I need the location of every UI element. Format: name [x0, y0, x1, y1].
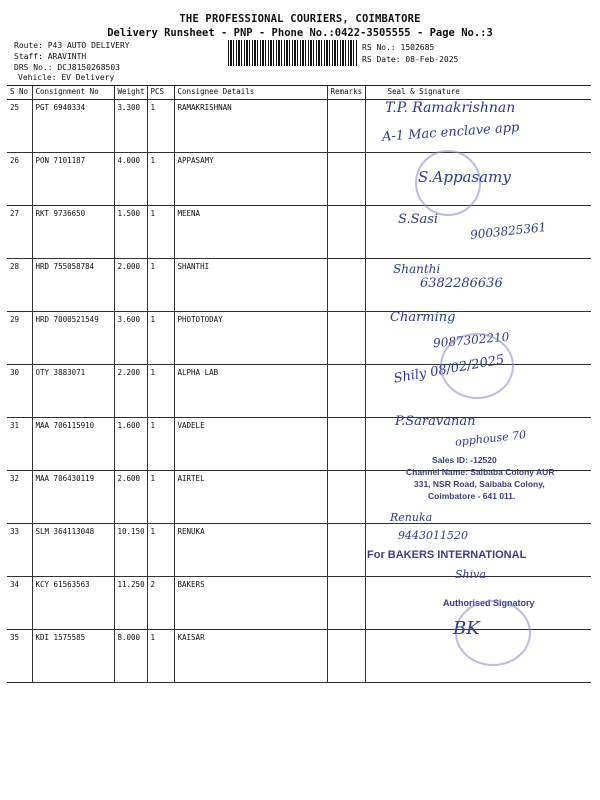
signature-28-name: Shanthi: [393, 262, 441, 276]
authorised-signatory-stamp: Authorised Signatory: [443, 598, 535, 608]
col-weight: Weight: [114, 86, 147, 100]
row-consignee: KAISAR: [174, 630, 327, 683]
row-consignee: APPASAMY: [174, 153, 327, 206]
signature-26: S.Appasamy: [418, 168, 511, 186]
row-remarks: [327, 418, 365, 471]
signature-35: BK: [453, 618, 480, 639]
signature-28-phone: 6382286636: [420, 276, 503, 291]
col-consignment: Consignment No: [32, 86, 114, 100]
row-weight: 4.000: [114, 153, 147, 206]
row-sno: 32: [7, 471, 32, 524]
row-sno: 25: [7, 100, 32, 153]
signature-31-name: P.Saravanan: [395, 414, 476, 429]
row-sno: 26: [7, 153, 32, 206]
row-pcs: 1: [147, 206, 174, 259]
airtel-stamp-city: Coimbatore - 641 011.: [428, 491, 516, 501]
row-consignee: PHOTOTODAY: [174, 312, 327, 365]
row-sno: 27: [7, 206, 32, 259]
row-pcs: 1: [147, 365, 174, 418]
drs-number: DRS No.: DCJ8150268503: [14, 63, 120, 72]
row-pcs: 1: [147, 471, 174, 524]
row-consignment: KDI 1575585: [32, 630, 114, 683]
col-remarks: Remarks: [327, 86, 365, 100]
row-sno: 33: [7, 524, 32, 577]
col-sno: S No: [7, 86, 32, 100]
row-sno: 29: [7, 312, 32, 365]
row-consignment: HRD 755058784: [32, 259, 114, 312]
row-remarks: [327, 100, 365, 153]
vehicle-info: Vehicle: EV Delivery: [18, 73, 115, 82]
signature-31-note: opphouse 70: [454, 428, 527, 449]
bakers-stamp: For BAKERS INTERNATIONAL: [367, 549, 527, 561]
row-consignment: KCY 61563563: [32, 577, 114, 630]
staff-info: Staff: ARAVINTH: [14, 52, 87, 61]
col-consignee: Consignee Details: [174, 86, 327, 100]
row-remarks: [327, 312, 365, 365]
row-pcs: 1: [147, 524, 174, 577]
row-weight: 3.600: [114, 312, 147, 365]
runsheet-title: THE PROFESSIONAL COURIERS, COIMBATORE: [179, 13, 421, 25]
row-pcs: 1: [147, 312, 174, 365]
row-consignee: BAKERS: [174, 577, 327, 630]
row-weight: 11.250: [114, 577, 147, 630]
row-weight: 10.150: [114, 524, 147, 577]
row-weight: 2.600: [114, 471, 147, 524]
row-sno: 28: [7, 259, 32, 312]
row-pcs: 2: [147, 577, 174, 630]
signature-33-name: Renuka: [390, 511, 433, 524]
row-weight: 3.300: [114, 100, 147, 153]
row-pcs: 1: [147, 259, 174, 312]
row-remarks: [327, 524, 365, 577]
row-sno: 30: [7, 365, 32, 418]
row-weight: 2.200: [114, 365, 147, 418]
row-consignment: MAA 706115910: [32, 418, 114, 471]
row-sno: 34: [7, 577, 32, 630]
airtel-stamp-sales-id: Sales ID: -12520: [432, 455, 497, 465]
row-remarks: [327, 259, 365, 312]
signature-29-name: Charming: [390, 310, 456, 325]
table-row: [7, 418, 591, 471]
signature-33-phone: 9443011520: [398, 529, 468, 542]
signature-29-phone: 9087302210: [432, 329, 510, 351]
row-remarks: [327, 630, 365, 683]
row-consignment: RKT 9736650: [32, 206, 114, 259]
signature-34: Shiva: [455, 568, 486, 581]
row-consignee: MEENA: [174, 206, 327, 259]
col-signature: Seal & Signature: [365, 86, 591, 100]
row-weight: 1.500: [114, 206, 147, 259]
row-consignee: ALPHA LAB: [174, 365, 327, 418]
route-info: Route: P43 AUTO DELIVERY: [14, 41, 130, 50]
table-row: [7, 259, 591, 312]
row-remarks: [327, 365, 365, 418]
row-remarks: [327, 153, 365, 206]
table-header-row: [7, 86, 591, 100]
row-consignment: PGT 6940334: [32, 100, 114, 153]
signature-27-phone: 9003825361: [469, 220, 547, 242]
row-consignment: SLM 364113048: [32, 524, 114, 577]
row-pcs: 1: [147, 153, 174, 206]
barcode: [228, 40, 358, 66]
runsheet-subtitle: Delivery Runsheet - PNP - Phone No.:0422-3505555 - Page No.:3: [107, 27, 493, 39]
row-consignment: HRD 7000521549: [32, 312, 114, 365]
row-remarks: [327, 471, 365, 524]
row-weight: 8.000: [114, 630, 147, 683]
row-consignment: MAA 706430119: [32, 471, 114, 524]
row-remarks: [327, 206, 365, 259]
row-consignee: RAMAKRISHNAN: [174, 100, 327, 153]
row-weight: 2.000: [114, 259, 147, 312]
signature-27-name: S.Sasi: [398, 212, 439, 227]
col-pcs: PCS: [147, 86, 174, 100]
row-pcs: 1: [147, 100, 174, 153]
row-consignment: OTY 3883071: [32, 365, 114, 418]
signature-25-name: T.P. Ramakrishnan: [385, 100, 516, 116]
row-consignee: SHANTHI: [174, 259, 327, 312]
rs-date: RS Date: 08-Feb-2025: [362, 55, 459, 64]
row-consignment: PON 7101187: [32, 153, 114, 206]
rs-number: RS No.: 1502685: [362, 43, 435, 52]
airtel-stamp-channel: Channel Name: Saibaba Colony AUR: [406, 467, 555, 477]
row-consignee: VADELE: [174, 418, 327, 471]
row-remarks: [327, 577, 365, 630]
row-sno: 31: [7, 418, 32, 471]
row-consignee: AIRTEL: [174, 471, 327, 524]
row-weight: 1.600: [114, 418, 147, 471]
row-consignee: RENUKA: [174, 524, 327, 577]
row-pcs: 1: [147, 418, 174, 471]
signature-25-address: A-1 Mac enclave app: [381, 120, 520, 145]
row-sno: 35: [7, 630, 32, 683]
row-pcs: 1: [147, 630, 174, 683]
airtel-stamp-address: 331, NSR Road, Saibaba Colony,: [414, 479, 545, 489]
signature-30: Shily 08/02/2025: [392, 352, 506, 387]
